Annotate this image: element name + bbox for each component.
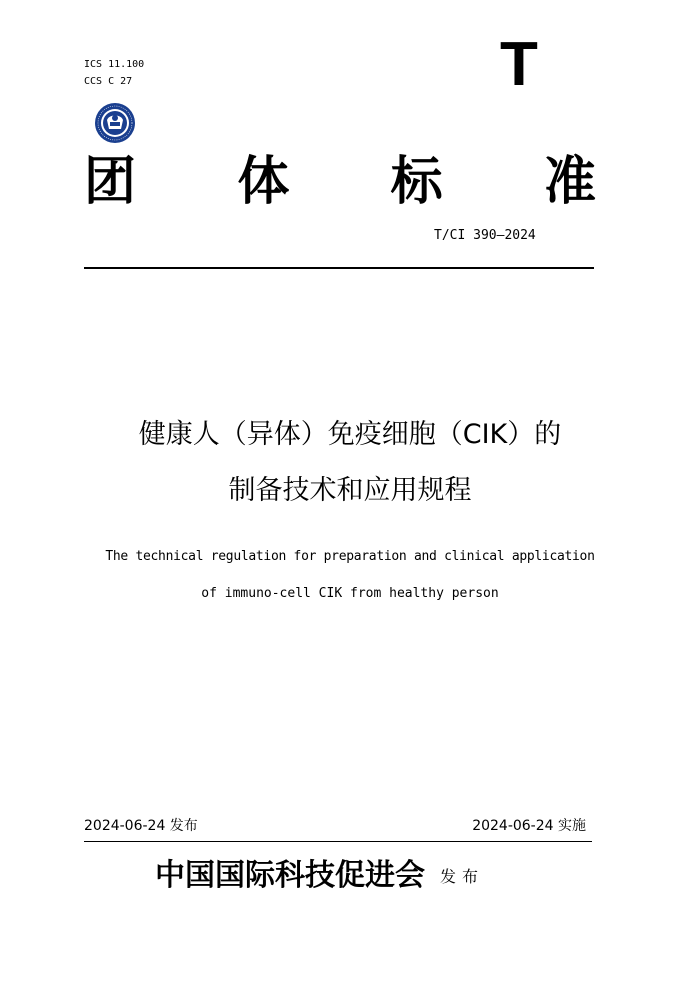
- issue-label: 发布: [440, 867, 485, 886]
- english-title-line-1: The technical regulation for preparation and clinical application: [105, 549, 595, 564]
- standard-number: T/CI 390—2024: [434, 228, 536, 243]
- ics-code: ICS 11.100: [84, 59, 145, 70]
- title-char: 标: [390, 151, 443, 212]
- chinese-title-line-2: 制备技术和应用规程: [228, 475, 472, 506]
- publish-date: 2024-06-24 发布: [84, 818, 198, 834]
- standard-category-letter: T: [500, 30, 538, 99]
- bottom-divider: [84, 841, 592, 842]
- title-char: 团: [84, 151, 137, 212]
- chinese-title-line-1: 健康人（异体）免疫细胞（CIK）的: [138, 419, 562, 450]
- classification-codes: [84, 56, 144, 90]
- title-char: 准: [543, 151, 596, 212]
- publisher-name: 中国国际科技促进会: [155, 858, 425, 893]
- title-char: 体: [237, 151, 290, 212]
- implement-date: 2024-06-24 实施: [472, 818, 586, 834]
- top-divider: [84, 267, 594, 269]
- english-title-line-2: of immuno-cell CIK from healthy person: [201, 586, 499, 601]
- cis-seal-logo-icon: [80, 102, 150, 144]
- ccs-code: CCS C 27: [84, 76, 133, 87]
- group-standard-title: [84, 150, 596, 214]
